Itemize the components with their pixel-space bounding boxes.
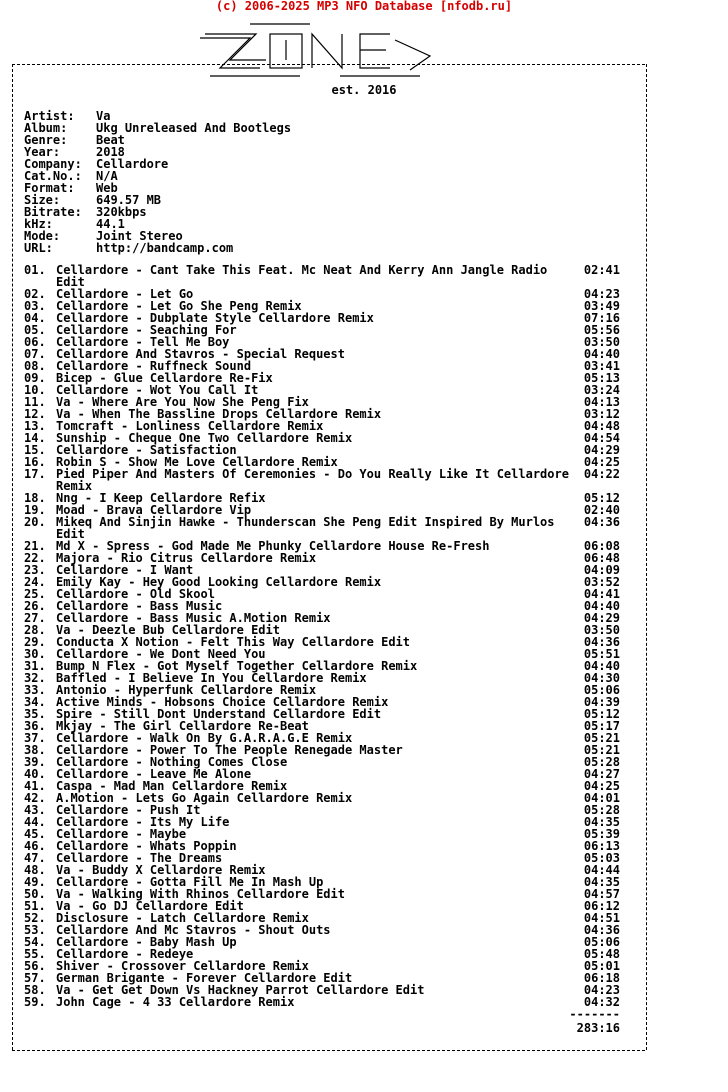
track-number: 42. [24, 791, 46, 805]
track-title: Cellardore - Redeye [56, 947, 194, 961]
track-number: 33. [24, 683, 46, 697]
track-number: 04. [24, 311, 46, 325]
track-duration: 05:06 [583, 683, 620, 697]
track-number: 32. [24, 671, 46, 685]
track-title: Spire - Still Dont Understand Cellardore Edit [56, 707, 382, 721]
info-value: Joint Stereo [96, 229, 183, 243]
track-number: 19. [24, 503, 46, 517]
track-title: Md X - Spress - God Made Me Phunky Cellardore House Re-Fresh [56, 539, 490, 553]
info-value: http://bandcamp.com [96, 241, 234, 255]
info-value: 2018 [96, 145, 125, 159]
track-title: Cellardore - Whats Poppin [56, 839, 237, 853]
track-title: Cellardore - Push It [56, 803, 201, 817]
track-duration: 04:36 [583, 635, 620, 649]
track-title: Cellardore - Gotta Fill Me In Mash Up [56, 875, 324, 889]
track-duration: 04:39 [583, 695, 620, 709]
bottom-border [12, 1050, 645, 1051]
track-title: Cellardore - Satisfaction [56, 443, 237, 457]
track-number: 28. [24, 623, 46, 637]
track-title: Cellardore - Let Go She Peng Remix [56, 299, 302, 313]
track-number: 37. [24, 731, 46, 745]
track-duration: 03:50 [583, 335, 620, 349]
track-duration: 05:48 [583, 947, 620, 961]
track-duration: 05:21 [583, 743, 620, 757]
info-key: Bitrate: [24, 205, 82, 219]
track-number: 09. [24, 371, 46, 385]
track-duration: 04:01 [583, 791, 620, 805]
track-title: Cellardore - Nothing Comes Close [56, 755, 288, 769]
track-number: 45. [24, 827, 46, 841]
track-number: 48. [24, 863, 46, 877]
track-number: 15. [24, 443, 46, 457]
track-number: 08. [24, 359, 46, 373]
track-title: Nng - I Keep Cellardore Refix [56, 491, 266, 505]
track-title: Cellardore - Ruffneck Sound [56, 359, 252, 373]
track-number: 07. [24, 347, 46, 361]
track-duration: 03:49 [583, 299, 620, 313]
track-duration: 04:51 [583, 911, 620, 925]
track-duration: 04:32 [583, 995, 620, 1009]
track-title: Bump N Flex - Got Myself Together Cellardore Remix [56, 659, 418, 673]
info-key: Year: [24, 145, 61, 159]
info-value: 649.57 MB [96, 193, 162, 207]
info-row [24, 206, 291, 218]
track-number: 41. [24, 779, 46, 793]
track-row [24, 996, 620, 1008]
info-value: Cellardore [96, 157, 169, 171]
info-key: kHz: [24, 217, 53, 231]
track-duration: 05:01 [583, 959, 620, 973]
track-title: Disclosure - Latch Cellardore Remix [56, 911, 309, 925]
track-number: 55. [24, 947, 46, 961]
track-title: German Brigante - Forever Cellardore Edit [56, 971, 353, 985]
track-number: 43. [24, 803, 46, 817]
track-number: 11. [24, 395, 46, 409]
track-duration: 04:27 [583, 767, 620, 781]
track-duration: 03:24 [583, 383, 620, 397]
track-title: Baffled - I Believe In You Cellardore Remix [56, 671, 367, 685]
track-number: 44. [24, 815, 46, 829]
info-value: Ukg Unreleased And Bootlegs [96, 121, 292, 135]
track-number: 10. [24, 383, 46, 397]
info-key: Mode: [24, 229, 61, 243]
track-number: 29. [24, 635, 46, 649]
track-number: 20. [24, 515, 46, 529]
track-duration: 05:06 [583, 935, 620, 949]
track-number: 12. [24, 407, 46, 421]
track-title: Cellardore - Its My Life [56, 815, 230, 829]
track-number: 25. [24, 587, 46, 601]
info-value: N/A [96, 169, 118, 183]
info-value: Beat [96, 133, 125, 147]
track-number: 06. [24, 335, 46, 349]
track-number: 49. [24, 875, 46, 889]
track-title: Cellardore - Power To The People Renegade Master [56, 743, 403, 757]
track-number: 35. [24, 707, 46, 721]
track-title: Conducta X Notion - Felt This Way Cellardore Edit [56, 635, 411, 649]
track-title: Va - Buddy X Cellardore Remix [56, 863, 266, 877]
track-title: Pied Piper And Masters Of Ceremonies - Do You Really Like It Cellardore Remix [56, 467, 569, 493]
track-title: Cellardore - Bass Music [56, 599, 223, 613]
total-separator: ------- [569, 1007, 620, 1021]
track-title: John Cage - 4 33 Cellardore Remix [56, 995, 295, 1009]
track-number: 13. [24, 419, 46, 433]
info-row [24, 242, 291, 254]
track-duration: 06:08 [583, 539, 620, 553]
track-duration: 04:35 [583, 875, 620, 889]
track-number: 53. [24, 923, 46, 937]
track-number: 03. [24, 299, 46, 313]
track-duration: 03:52 [583, 575, 620, 589]
track-duration: 02:41 [583, 263, 620, 277]
track-duration: 04:29 [583, 611, 620, 625]
track-title: Moad - Brava Cellardore Vip [56, 503, 252, 517]
info-value: Va [96, 109, 111, 123]
track-title: Va - Deezle Bub Cellardore Edit [56, 623, 280, 637]
track-duration: 05:12 [583, 491, 620, 505]
track-duration: 04:40 [583, 347, 620, 361]
info-value: 320kbps [96, 205, 147, 219]
track-duration: 04:48 [583, 419, 620, 433]
track-number: 31. [24, 659, 46, 673]
track-title: Mkjay - The Girl Cellardore Re-Beat [56, 719, 309, 733]
info-key: Cat.No.: [24, 169, 82, 183]
track-duration: 07:16 [583, 311, 620, 325]
track-number: 22. [24, 551, 46, 565]
info-key: Genre: [24, 133, 68, 147]
track-number: 18. [24, 491, 46, 505]
info-value: 44.1 [96, 217, 125, 231]
track-title: Va - Where Are You Now She Peng Fix [56, 395, 309, 409]
track-duration: 03:41 [583, 359, 620, 373]
track-number: 27. [24, 611, 46, 625]
est-label: est. 2016 [331, 83, 397, 97]
info-row [24, 134, 291, 146]
track-duration: 05:21 [583, 731, 620, 745]
track-title: Cellardore And Stavros - Special Request [56, 347, 345, 361]
track-duration: 04:36 [583, 515, 620, 529]
track-duration: 04:57 [583, 887, 620, 901]
track-title: Cellardore - Dubplate Style Cellardore Remix [56, 311, 374, 325]
track-row [24, 468, 620, 492]
track-title: Caspa - Mad Man Cellardore Remix [56, 779, 288, 793]
track-duration: 04:09 [583, 563, 620, 577]
track-duration: 04:41 [583, 587, 620, 601]
track-duration: 04:36 [583, 923, 620, 937]
track-duration: 06:48 [583, 551, 620, 565]
track-duration: 04:40 [583, 599, 620, 613]
track-title: Cellardore - Wot You Call It [56, 383, 259, 397]
release-info [24, 110, 291, 254]
track-row [24, 264, 620, 288]
track-duration: 05:03 [583, 851, 620, 865]
track-duration: 04:23 [583, 287, 620, 301]
track-duration: 06:18 [583, 971, 620, 985]
track-title: Active Minds - Hobsons Choice Cellardore Remix [56, 695, 389, 709]
track-number: 30. [24, 647, 46, 661]
track-duration: 04:23 [583, 983, 620, 997]
track-number: 51. [24, 899, 46, 913]
track-title: Emily Kay - Hey Good Looking Cellardore Remix [56, 575, 382, 589]
track-title: Cellardore - We Dont Need You [56, 647, 266, 661]
track-duration: 04:25 [583, 455, 620, 469]
track-title: Cellardore - I Want [56, 563, 194, 577]
total-duration [560, 1008, 620, 1034]
track-title: Cellardore - Maybe [56, 827, 187, 841]
info-key: Format: [24, 181, 75, 195]
track-number: 46. [24, 839, 46, 853]
info-value: Web [96, 181, 118, 195]
track-number: 39. [24, 755, 46, 769]
track-title: Cellardore - Leave Me Alone [56, 767, 252, 781]
track-number: 05. [24, 323, 46, 337]
track-title: Mikeq And Sinjin Hawke - Thunderscan She Peng Edit Inspired By Murlos Edit [56, 515, 555, 541]
track-title: Majora - Rio Citrus Cellardore Remix [56, 551, 317, 565]
track-number: 01. [24, 263, 46, 277]
track-duration: 04:40 [583, 659, 620, 673]
track-duration: 05:39 [583, 827, 620, 841]
track-number: 54. [24, 935, 46, 949]
track-title: Robin S - Show Me Love Cellardore Remix [56, 455, 338, 469]
track-title: Cellardore - Walk On By G.A.R.A.G.E Remix [56, 731, 353, 745]
total-time: 283:16 [576, 1021, 620, 1035]
track-title: Cellardore - The Dreams [56, 851, 223, 865]
track-duration: 05:28 [583, 803, 620, 817]
track-number: 36. [24, 719, 46, 733]
track-number: 56. [24, 959, 46, 973]
track-title: A.Motion - Lets Go Again Cellardore Remix [56, 791, 353, 805]
track-duration: 04:44 [583, 863, 620, 877]
track-duration: 04:25 [583, 779, 620, 793]
track-title: Shiver - Crossover Cellardore Remix [56, 959, 309, 973]
track-number: 21. [24, 539, 46, 553]
track-title: Va - Get Get Down Vs Hackney Parrot Cellardore Edit [56, 983, 425, 997]
track-title: Cellardore - Baby Mash Up [56, 935, 237, 949]
track-duration: 05:56 [583, 323, 620, 337]
track-duration: 03:50 [583, 623, 620, 637]
track-number: 59. [24, 995, 46, 1009]
track-title: Va - When The Bassline Drops Cellardore Remix [56, 407, 382, 421]
track-title: Cellardore - Tell Me Boy [56, 335, 230, 349]
track-title: Va - Go DJ Cellardore Edit [56, 899, 244, 913]
track-title: Tomcraft - Lonliness Cellardore Remix [56, 419, 324, 433]
track-title: Antonio - Hyperfunk Cellardore Remix [56, 683, 317, 697]
tracklist [24, 264, 620, 1008]
track-duration: 05:28 [583, 755, 620, 769]
info-key: Album: [24, 121, 68, 135]
track-duration: 05:12 [583, 707, 620, 721]
track-number: 50. [24, 887, 46, 901]
track-duration: 04:54 [583, 431, 620, 445]
track-duration: 05:13 [583, 371, 620, 385]
track-title: Cellardore - Cant Take This Feat. Mc Neat And Kerry Ann Jangle Radio Edit [56, 263, 548, 289]
track-duration: 02:40 [583, 503, 620, 517]
info-key: Artist: [24, 109, 75, 123]
track-title: Sunship - Cheque One Two Cellardore Remix [56, 431, 353, 445]
track-duration: 04:29 [583, 443, 620, 457]
track-number: 02. [24, 287, 46, 301]
track-number: 58. [24, 983, 46, 997]
track-title: Cellardore - Bass Music A.Motion Remix [56, 611, 331, 625]
track-duration: 05:51 [583, 647, 620, 661]
track-duration: 04:35 [583, 815, 620, 829]
track-number: 47. [24, 851, 46, 865]
track-number: 16. [24, 455, 46, 469]
info-key: Company: [24, 157, 82, 171]
track-duration: 05:17 [583, 719, 620, 733]
track-title: Cellardore - Let Go [56, 287, 194, 301]
track-title: Va - Walking With Rhinos Cellardore Edit [56, 887, 345, 901]
track-title: Cellardore And Mc Stavros - Shout Outs [56, 923, 331, 937]
track-number: 57. [24, 971, 46, 985]
site-banner: (c) 2006-2025 MP3 NFO Database [nfodb.ru] [215, 0, 513, 13]
track-number: 17. [24, 467, 46, 481]
track-number: 23. [24, 563, 46, 577]
track-duration: 04:22 [583, 467, 620, 481]
track-duration: 04:30 [583, 671, 620, 685]
track-title: Cellardore - Old Skool [56, 587, 215, 601]
track-duration: 06:13 [583, 839, 620, 853]
track-title: Bicep - Glue Cellardore Re-Fix [56, 371, 273, 385]
track-number: 14. [24, 431, 46, 445]
track-row [24, 516, 620, 540]
track-duration: 03:12 [583, 407, 620, 421]
track-number: 40. [24, 767, 46, 781]
track-number: 34. [24, 695, 46, 709]
track-number: 38. [24, 743, 46, 757]
track-title: Cellardore - Seaching For [56, 323, 237, 337]
track-duration: 04:13 [583, 395, 620, 409]
track-number: 24. [24, 575, 46, 589]
track-number: 52. [24, 911, 46, 925]
info-key: Size: [24, 193, 61, 207]
info-key: URL: [24, 241, 53, 255]
track-number: 26. [24, 599, 46, 613]
track-duration: 06:12 [583, 899, 620, 913]
